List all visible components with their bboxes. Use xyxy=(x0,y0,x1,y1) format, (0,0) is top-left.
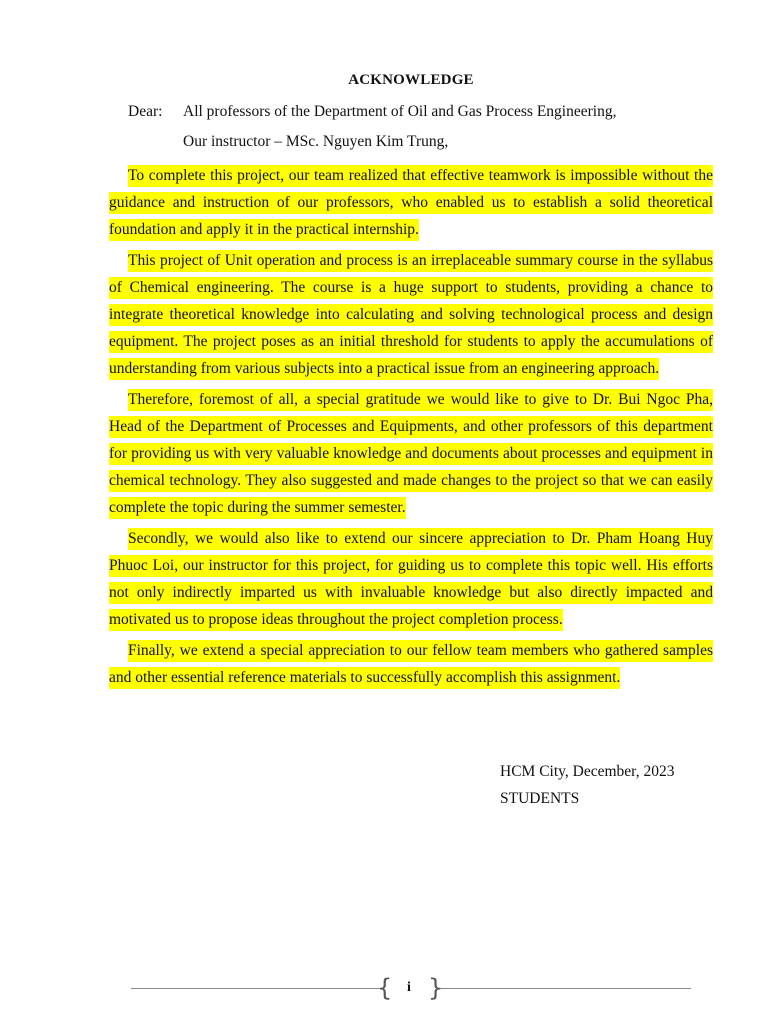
close-brace-icon: } xyxy=(428,974,444,1002)
paragraph xyxy=(109,637,713,691)
paragraph xyxy=(109,247,713,382)
paragraph xyxy=(109,525,713,633)
footer-rule-right xyxy=(438,988,691,989)
highlighted-text: Secondly, we would also like to extend our sincere appreciation to Dr. Pham Hoang Huy Phuoc Loi, our instructor for this project, for guiding us to complete this topic well. His efforts not only indirectly imparted us with invaluable knowledge but also directly impacted and motivated us to propose ideas throughout the project completion process. xyxy=(109,528,713,631)
page-title: ACKNOWLEDGE xyxy=(348,72,474,88)
page-number: i xyxy=(407,980,411,995)
paragraph xyxy=(109,162,713,243)
highlighted-text: Therefore, foremost of all, a special gratitude we would like to give to Dr. Bui Ngoc Pha, Head of the Department of Processes and Equipments, and other professors of this department for providing us with very valuable knowledge and documents about processes and equipment in chemical technology. They also suggested and made changes to the project so that we can easily complete the topic during the summer semester. xyxy=(109,389,713,519)
instructor-line: Our instructor – MSc. Nguyen Kim Trung, xyxy=(183,133,449,150)
footer-rule-left xyxy=(131,988,380,989)
paragraph xyxy=(109,386,713,521)
signature-place-date: HCM City, December, 2023 xyxy=(500,763,675,780)
highlighted-text: This project of Unit operation and process is an irreplaceable summary course in the syllabus of Chemical engineering. The course is a huge support to students, providing a chance to integrate theoretical knowledge into calculating and solving technological process and design equipment. The project poses as an initial threshold for students to apply the accumulations of understanding from various subjects into a practical issue from an engineering approach. xyxy=(109,250,713,380)
highlighted-text: Finally, we extend a special appreciation to our fellow team members who gathered samples and other essential reference materials to successfully accomplish this assignment. xyxy=(109,640,713,689)
highlighted-text: To complete this project, our team realized that effective teamwork is impossible without the guidance and instruction of our professors, who enabled us to establish a solid theoretical foundation and apply it in the practical internship. xyxy=(109,165,713,241)
open-brace-icon: { xyxy=(377,974,393,1002)
signature-name: STUDENTS xyxy=(500,790,580,807)
dear-recipients: All professors of the Department of Oil and Gas Process Engineering, xyxy=(183,103,617,120)
dear-label: Dear: xyxy=(128,103,163,120)
salutation-line xyxy=(128,103,616,121)
signature-block xyxy=(500,758,674,812)
acknowledgement-body xyxy=(109,162,713,695)
